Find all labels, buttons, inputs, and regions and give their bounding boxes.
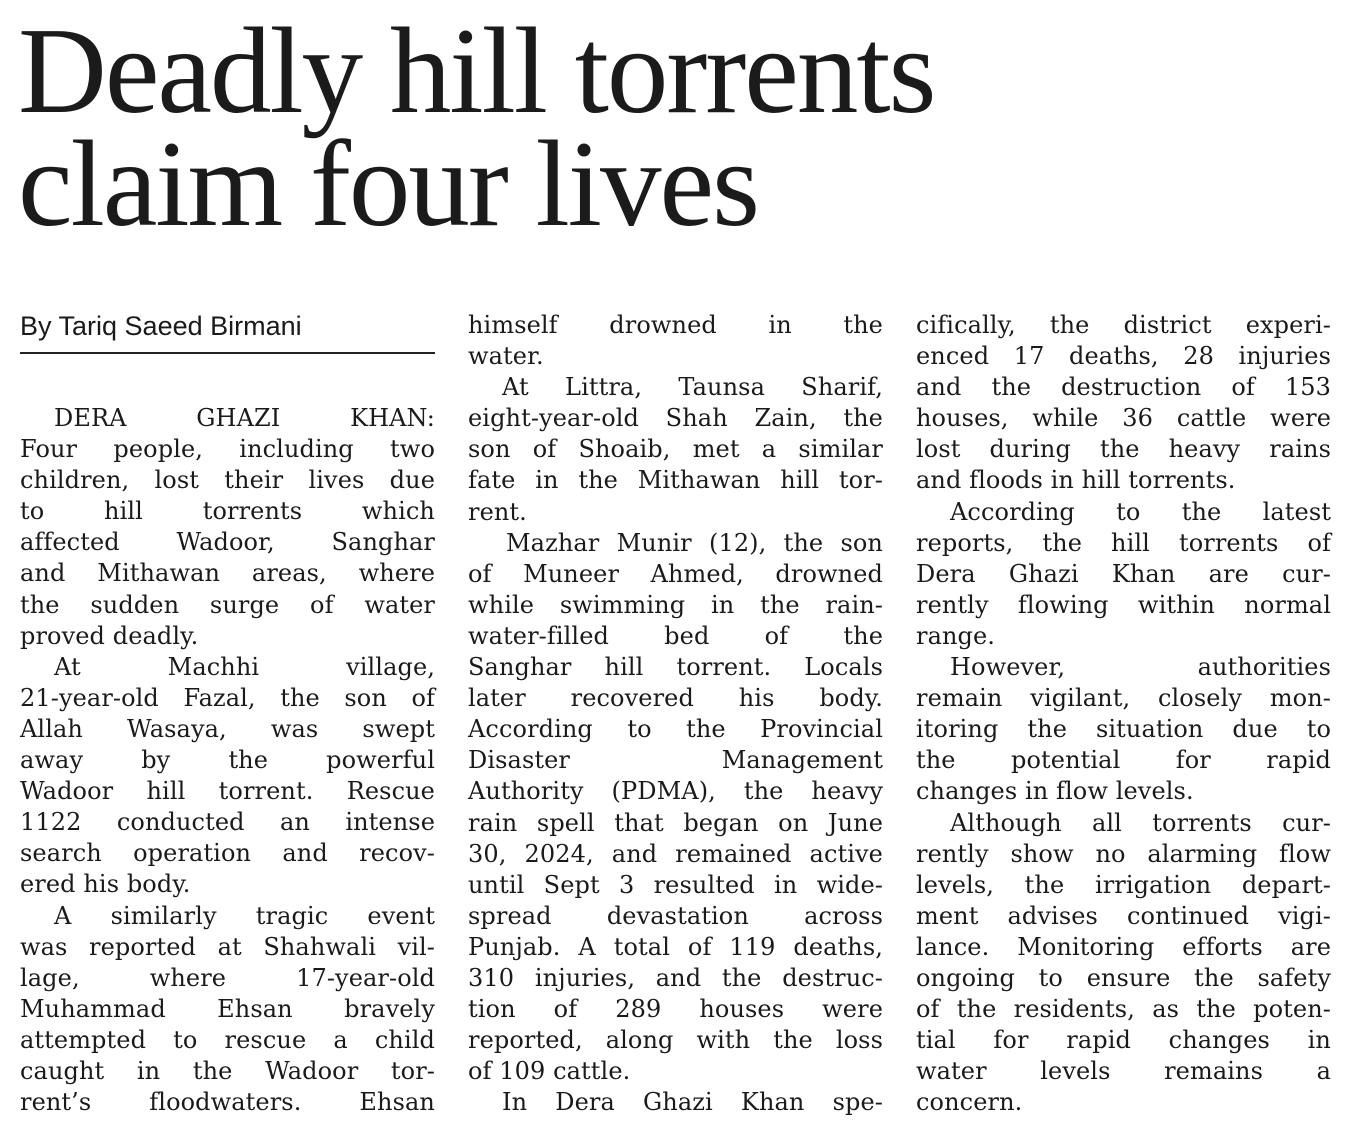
text-line: tial for rapid changes in [916, 1026, 1331, 1055]
text-line: Wadoor hill torrent. Rescue [20, 777, 435, 806]
headline [18, 2, 1338, 252]
text-line: spread devastation across [468, 901, 883, 930]
text-line: was reported at Shahwali vil- [20, 932, 435, 961]
text-line: reports, the hill torrents of [916, 528, 1331, 557]
text-line: of 109 cattle. [468, 1057, 631, 1086]
text-line: eight-year-old Shah Zain, the [468, 404, 883, 433]
text-line: himself drowned in the [468, 311, 883, 339]
text-line: affected Wadoor, Sanghar [20, 528, 435, 557]
text-line: ment advises continued vigi- [916, 901, 1331, 930]
text-line: Sanghar hill torrent. Locals [468, 653, 883, 682]
headline-line-2: claim four lives [18, 115, 758, 252]
text-line: Dera Ghazi Khan are cur- [916, 559, 1331, 588]
text-line: Although all torrents cur- [950, 808, 1331, 837]
text-line: lage, where 17-year-old [20, 963, 435, 992]
text-line: and Mithawan areas, where [20, 559, 435, 588]
text-line: 310 injuries, and the destruc- [468, 963, 883, 992]
text-line: of the residents, as the poten- [916, 995, 1331, 1024]
text-line: According to the Provincial [468, 715, 883, 744]
text-line: and floods in hill torrents. [916, 466, 1236, 495]
text-line: Authority (PDMA), the heavy [468, 777, 883, 806]
text-line: rent. [468, 497, 527, 526]
text-line: ered his body. [20, 870, 191, 899]
text-line: 1122 conducted an intense [20, 808, 435, 837]
text-line: the potential for rapid [916, 746, 1331, 775]
text-line: search operation and recov- [20, 839, 435, 868]
text-line: A similarly tragic event [54, 901, 435, 930]
text-line: At Machhi village, [54, 652, 435, 681]
text-line: caught in the Wadoor tor- [20, 1056, 435, 1085]
article-column-3 [916, 310, 1331, 1118]
text-line: Four people, including two [20, 435, 435, 464]
article-column-2 [468, 310, 883, 1118]
text-line: lance. Monitoring efforts are [916, 932, 1331, 961]
text-line: attempted to rescue a child [20, 1025, 435, 1054]
text-line: itoring the situation due to [916, 715, 1331, 744]
text-line: children, lost their lives due [20, 466, 435, 495]
text-line: Allah Wasaya, was swept [20, 714, 435, 743]
text-line: water levels remains a [916, 1057, 1331, 1086]
text-line: Muhammad Ehsan bravely [20, 994, 435, 1023]
text-line: lost during the heavy rains [916, 435, 1331, 464]
text-line: Disaster Management [468, 746, 883, 775]
text-line: However, authorities [950, 653, 1331, 682]
text-line: remain vigilant, closely mon- [916, 684, 1331, 713]
text-line: Punjab. A total of 119 deaths, [468, 932, 883, 961]
text-line: rently flowing within normal [916, 590, 1331, 619]
text-line: DERA GHAZI KHAN: [54, 404, 435, 432]
text-line: tion of 289 houses were [468, 995, 883, 1024]
text-line: 30, 2024, and remained active [468, 839, 883, 868]
text-line: later recovered his body. [468, 684, 883, 713]
text-line: until Sept 3 resulted in wide- [468, 870, 883, 899]
text-line: enced 17 deaths, 28 injuries [916, 342, 1331, 371]
text-line: away by the powerful [20, 746, 435, 775]
text-line: son of Shoaib, met a similar [468, 435, 883, 464]
text-line: to hill torrents which [20, 497, 435, 526]
article-column-1 [20, 403, 435, 1118]
text-line: rent’s floodwaters. Ehsan [20, 1088, 435, 1117]
text-line: levels, the irrigation depart- [916, 870, 1331, 899]
text-line: houses, while 36 cattle were [916, 404, 1331, 433]
text-line: According to the latest [950, 497, 1331, 526]
text-line: changes in flow levels. [916, 777, 1194, 806]
text-line: while swimming in the rain- [468, 590, 883, 619]
text-line: 21-year-old Fazal, the son of [20, 683, 435, 712]
text-line: water-filled bed of the [468, 621, 883, 650]
text-line: At Littra, Taunsa Sharif, [502, 373, 883, 402]
text-line: In Dera Ghazi Khan spe- [502, 1088, 883, 1117]
text-line: cifically, the district experi- [916, 311, 1331, 339]
text-line: and the destruction of 153 [916, 373, 1331, 402]
text-line: of Muneer Ahmed, drowned [468, 559, 883, 588]
text-line: water. [468, 342, 544, 371]
text-line: fate in the Mithawan hill tor- [468, 466, 883, 495]
headline-line-1: Deadly hill torrents [18, 2, 935, 139]
text-line: the sudden surge of water [20, 590, 435, 619]
text-line: rain spell that began on June [468, 808, 883, 837]
text-line: concern. [916, 1088, 1023, 1117]
text-line: range. [916, 621, 996, 650]
text-line: rently show no alarming flow [916, 839, 1331, 868]
text-line: Mazhar Munir (12), the son [506, 528, 883, 557]
text-line: ongoing to ensure the safety [916, 963, 1331, 992]
text-line: proved deadly. [20, 621, 199, 650]
text-line: reported, along with the loss [468, 1026, 883, 1055]
byline: By Tariq Saeed Birmani [20, 308, 435, 354]
